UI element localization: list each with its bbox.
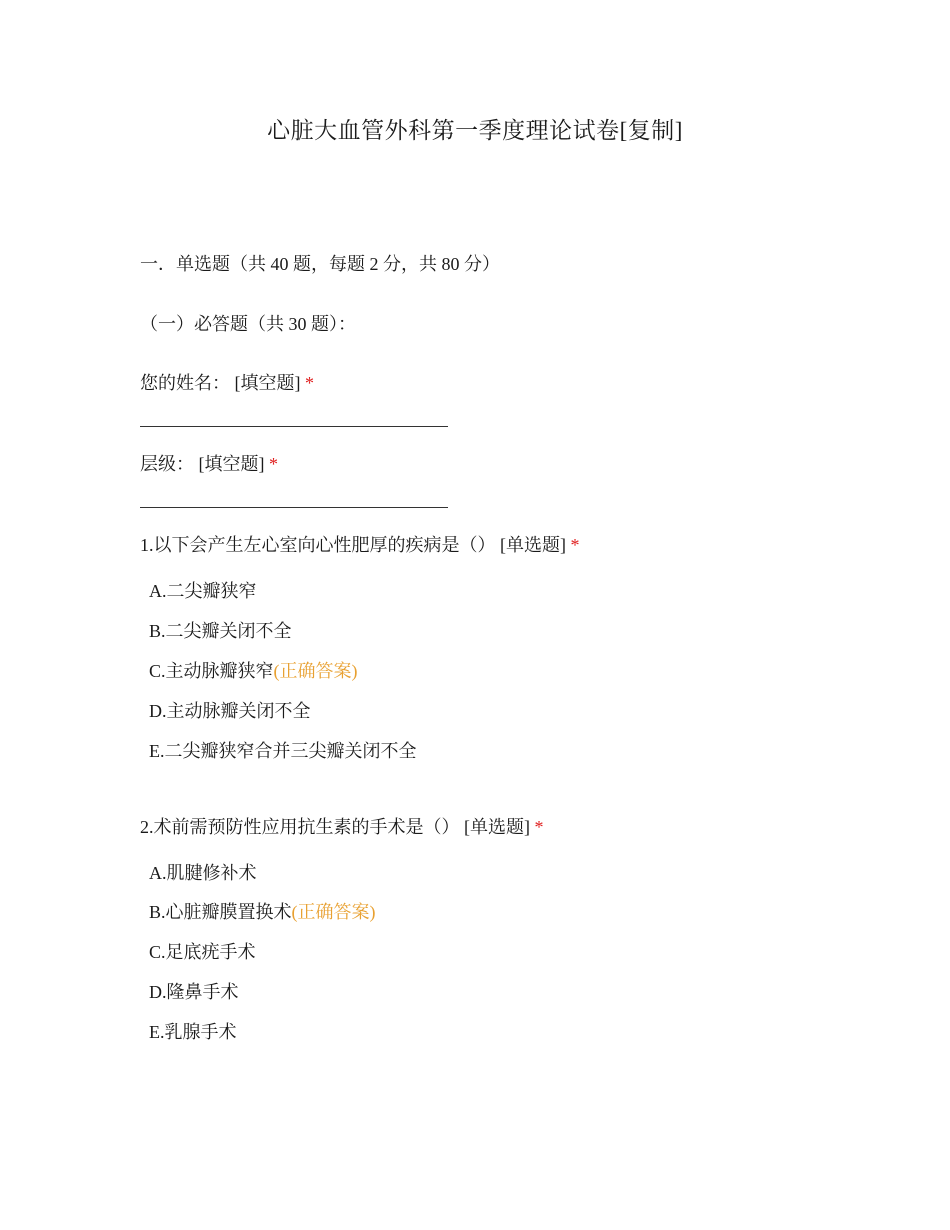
- level-field-label-text: 层级： [填空题]: [140, 454, 265, 474]
- subsection-heading: （一）必答题（共 30 题）：: [140, 314, 356, 334]
- question-2-option-b[interactable]: [149, 900, 376, 924]
- question-2-title: [140, 815, 544, 839]
- name-field-label-text: 您的姓名： [填空题]: [140, 373, 301, 393]
- question-1-text: 1.以下会产生左心室向心性肥厚的疾病是（） [单选题]: [140, 535, 566, 555]
- correct-answer-tag: (正确答案): [291, 902, 376, 922]
- question-2-option-a[interactable]: A.肌腱修补术: [149, 863, 257, 883]
- required-mark: *: [570, 535, 580, 555]
- required-mark: *: [269, 454, 278, 474]
- required-mark: *: [305, 373, 314, 393]
- question-1-option-d[interactable]: D.主动脉瓣关闭不全: [149, 701, 311, 721]
- question-2-option-e[interactable]: E.乳腺手术: [149, 1022, 237, 1042]
- level-input-line[interactable]: [140, 507, 448, 508]
- question-1-option-b[interactable]: B.二尖瓣关闭不全: [149, 621, 292, 641]
- question-1-option-c-text: C.主动脉瓣狭窄: [149, 661, 274, 681]
- level-field-label: [140, 452, 278, 476]
- question-2-text: 2.术前需预防性应用抗生素的手术是（） [单选题]: [140, 817, 530, 837]
- correct-answer-tag: (正确答案): [273, 661, 358, 681]
- question-2-option-c[interactable]: C.足底疣手术: [149, 942, 256, 962]
- name-input-line[interactable]: [140, 426, 448, 427]
- question-2-option-d[interactable]: D.隆鼻手术: [149, 982, 239, 1002]
- question-2-option-b-text: B.心脏瓣膜置换术: [149, 902, 292, 922]
- question-1-option-a[interactable]: A.二尖瓣狭窄: [149, 581, 257, 601]
- section-heading: 一．单选题（共 40 题，每题 2 分，共 80 分）: [140, 254, 500, 274]
- question-1-option-e[interactable]: E.二尖瓣狭窄合并三尖瓣关闭不全: [149, 741, 417, 761]
- question-1-option-c[interactable]: [149, 659, 358, 683]
- question-1-title: [140, 533, 580, 557]
- name-field-label: [140, 371, 314, 395]
- required-mark: *: [534, 817, 544, 837]
- page-title: 心脏大血管外科第一季度理论试卷[复制]: [267, 118, 683, 143]
